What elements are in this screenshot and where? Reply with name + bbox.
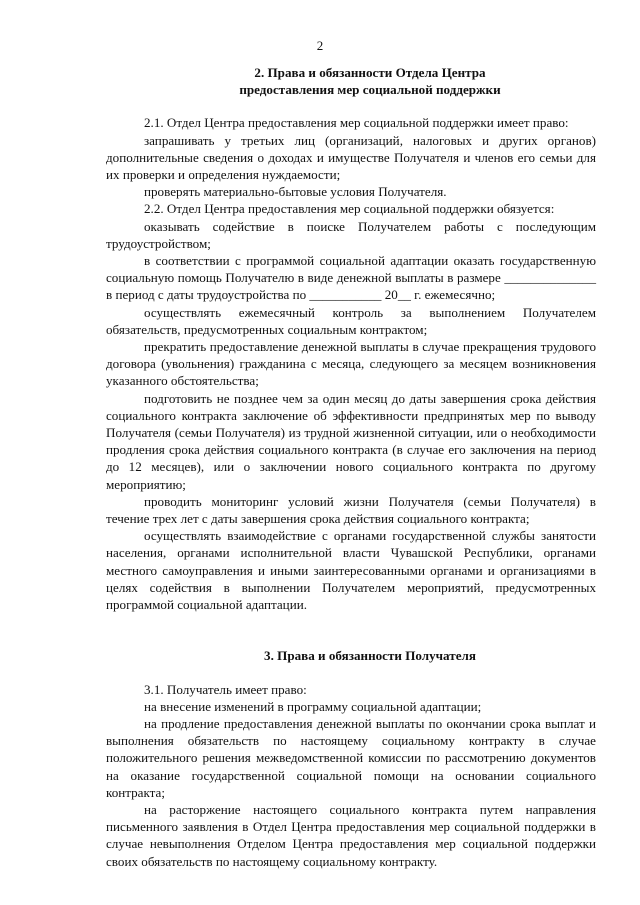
paragraph: осуществлять взаимодействие с органами государственной службы занятости населения, органами исполнительной власти Чувашской Республики, органами местного самоуправления и иными заинтересованными органами и организациями в целях содействия в выполнении Получателем мероприятий, предусмотренных программой социальной адаптации. (106, 528, 596, 613)
section-2-body (106, 114, 596, 613)
section-3-title: 3. Права и обязанности Получателя (264, 648, 476, 664)
paragraph: осуществлять ежемесячный контроль за выполнением Получателем обязательств, предусмотренных социальным контрактом; (106, 304, 596, 337)
section-3-body (106, 681, 596, 870)
paragraph: 2.1. Отдел Центра предоставления мер социальной поддержки имеет право: (144, 115, 569, 131)
paragraph: запрашивать у третьих лиц (организаций, налоговых и других органов) дополнительные сведения о доходах и имуществе Получателя и членов его семьи для их проверки и определения нуждаемости; (106, 132, 596, 183)
paragraph: на внесение изменений в программу социальной адаптации; (144, 698, 482, 714)
page-number: 2 (316, 38, 324, 53)
paragraph: в соответствии с программой социальной адаптации оказать государственную социальную помощь Получателю в виде денежной выплаты в размере ______________ в период с даты трудоустройства по ___________ 20__ г. ежемесячно; (106, 253, 596, 303)
paragraph: 2.2. Отдел Центра предоставления мер социальной поддержки обязуется: (144, 201, 555, 217)
paragraph: проверять материально-бытовые условия Получателя. (144, 184, 447, 200)
paragraph: оказывать содействие в поиске Получателем работы с последующим трудоустройством; (106, 218, 596, 251)
paragraph: прекратить предоставление денежной выплаты в случае прекращения трудового договора (увольнения) гражданина с месяца, следующего за месяцем возникновения указанного обстоятельства; (106, 339, 596, 389)
paragraph: 3.1. Получатель имеет право: (144, 681, 307, 697)
paragraph: проводить мониторинг условий жизни Получателя (семьи Получателя) в течение трех лет с даты завершения срока действия социального контракта; (106, 493, 596, 527)
paragraph: на расторжение настоящего социального контракта путем направления письменного заявления в Отдел Центра предоставления мер социальной поддержки в случае невыполнения Отделом Центра предоставления мер социальной поддержки своих обязательств по настоящему социальному контракту. (106, 801, 596, 869)
document-body (106, 64, 596, 870)
spacer (106, 98, 596, 114)
paragraph: подготовить не позднее чем за один месяц до даты завершения срока действия социального контракта заключение об эффективности предпринятых мер по выводу Получателя (семьи Получателя) из трудной жизненной ситуации, или о необходимости продления срока действия социального контракта (в случае его заключения на период до 12 месяцев), или о заключении нового социального контракта по другому мероприятию; (106, 390, 596, 492)
section-2-title-line-1: 2. Права и обязанности Отдела Центра (254, 65, 486, 80)
spacer (106, 665, 596, 681)
section-2-title-line-2: предоставления мер социальной поддержки (239, 82, 501, 98)
section-2-heading (106, 64, 596, 98)
spacer (106, 613, 596, 647)
paragraph: на продление предоставления денежной выплаты по окончании срока выплат и выполнения обязательств по настоящему социальному контракту в случае положительного решения межведомственной комиссии по рассмотрению документов на оказание государственной социальной помощи на основании социального контракта; (106, 715, 596, 800)
